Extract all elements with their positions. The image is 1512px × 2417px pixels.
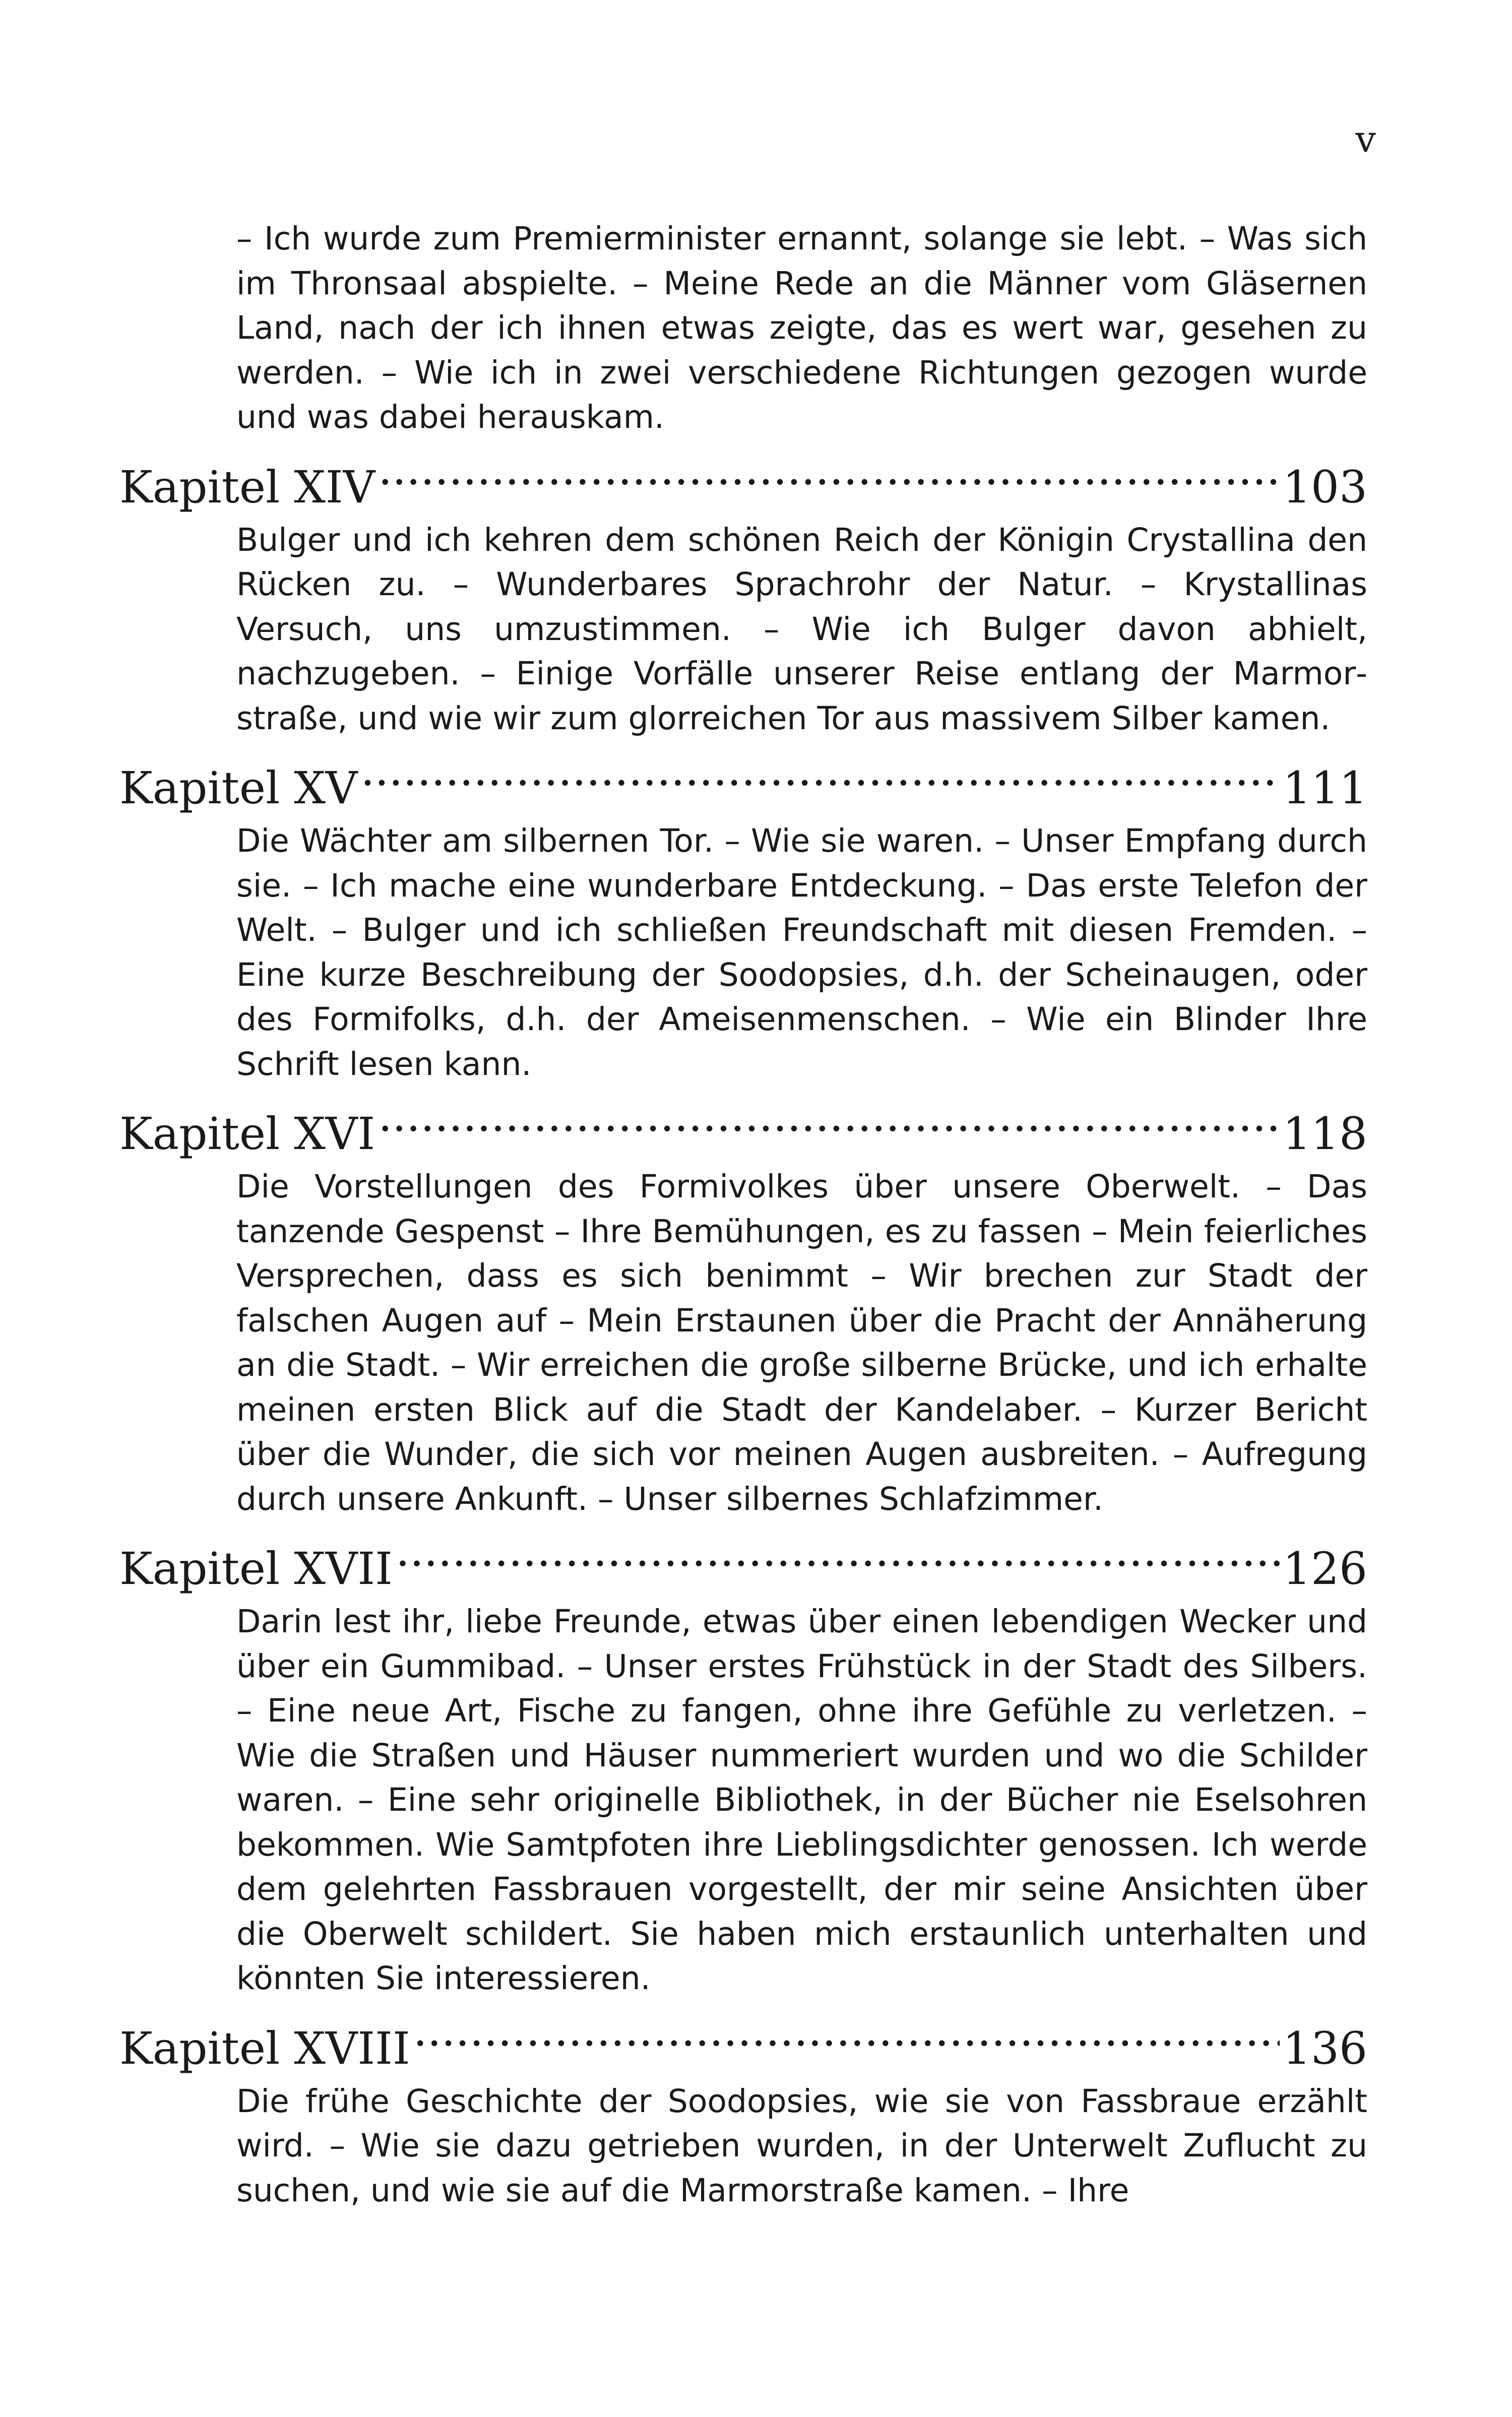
toc-entry-kapitel-xviii[interactable]: [119, 2008, 1367, 2076]
chapter-page-number: 136: [1283, 2022, 1367, 2074]
chapter-title: Kapitel XVI: [119, 1108, 375, 1160]
dot-leader: [396, 1529, 1280, 1584]
chapter-summary: Die frühe Geschichte der Soodopsies, wie sie von Fassbraue erzählt wird. – Wie sie dazu getrieben wurden, in der Unterwelt Zuflucht zu suchen, und wie sie auf die Marmorstraße kamen. – Ihre: [236, 2082, 1367, 2209]
chapter-summary-continued: – Ich wurde zum Premierminister ernannt, solange sie lebt. – Was sich im Thronsaal abspielte. – Meine Rede an die Männer vom Gläsernen Land, nach der ich ihnen etwas zeigte, das es wert war, gesehen zu werden. – Wie ich in zwei verschiedene Richtungen gezogen wurde und was dabei herauskam.: [236, 220, 1367, 435]
chapter-page-number: 103: [1283, 461, 1367, 513]
toc-entry-kapitel-xiv[interactable]: [119, 447, 1367, 515]
chapter-page-number: 126: [1283, 1543, 1367, 1595]
chapter-page-number: 111: [1283, 762, 1367, 814]
chapter-title: Kapitel XV: [119, 762, 358, 814]
chapter-page-number: 118: [1283, 1108, 1367, 1160]
chapter-summary: Die Vorstellungen des Formivolkes über unsere Oberwelt. – Das tanzende Gespenst – Ihre Bemühungen, es zu fassen – Mein feierliches Versprechen, dass es sich benimmt – Wir brechen zur Stadt der falschen Augen auf – Mein Erstaunen über die Pracht der Annäherung an die Stadt. – Wir erreichen die große silberne Brücke, und ich erhalte meinen ersten Blick auf die Stadt der Kandelaber. – Kurzer Bericht über die Wunder, die sich vor meinen Augen ausbreiten. – Aufregung durch unsere Ankunft. – Unser silbernes Schlafzimmer.: [236, 1168, 1367, 1517]
table-of-contents: [119, 217, 1367, 2213]
dot-leader: [378, 447, 1280, 502]
dot-leader: [360, 748, 1280, 803]
chapter-summary: Die Wächter am silbernen Tor. – Wie sie waren. – Unser Empfang durch sie. – Ich mache eine wunderbare Entdeckung. – Das erste Telefon der Welt. – Bulger und ich schließen Freundschaft mit diesen Fremden. – Eine kurze Beschreibung der Soodopsies, d.h. der Scheinaugen, oder des Formifolks, d.h. der Ameisenmenschen. – Wie ein Blinder Ihre Schrift lesen kann.: [236, 822, 1367, 1083]
toc-entry-kapitel-xvi[interactable]: [119, 1094, 1367, 1162]
chapter-summary: Darin lest ihr, liebe Freunde, etwas über einen lebendigen Wecker und über ein Gummibad. – Unser erstes Frühstück in der Stadt des Silbers. – Eine neue Art, Fische zu fangen, ohne ihre Gefühle zu verletzen. – Wie die Straßen und Häuser nummeriert wurden und wo die Schilder waren. – Eine sehr originelle Bibliothek, in der Bücher nie Eselsohren bekommen. Wie Samtpfoten ihre Lieblingsdichter genossen. Ich werde dem gelehrten Fassbrauen vorgestellt, der mir seine Ansichten über die Oberwelt schildert. Sie haben mich erstaunlich unterhalten und könnten Sie interessieren.: [236, 1603, 1367, 1997]
chapter-summary: Bulger und ich kehren dem schönen Reich der Königin Crystallina den Rücken zu. – Wunderbares Sprachrohr der Natur. – Krystallinas Versuch, uns umzustimmen. – Wie ich Bulger davon abhielt, nachzugeben. – Einige Vorfälle unserer Reise entlang der Marmorstraße, und wie wir zum glorreichen Tor aus massivem Silber kamen.: [236, 521, 1367, 737]
chapter-title: Kapitel XVIII: [119, 2022, 410, 2074]
chapter-title: Kapitel XVII: [119, 1543, 393, 1595]
toc-entry-kapitel-xvii[interactable]: [119, 1529, 1367, 1597]
page-number: v: [1355, 118, 1376, 160]
toc-entry-kapitel-xv[interactable]: [119, 748, 1367, 816]
dot-leader: [413, 2008, 1280, 2064]
dot-leader: [378, 1094, 1280, 1149]
chapter-title: Kapitel XIV: [119, 461, 375, 513]
